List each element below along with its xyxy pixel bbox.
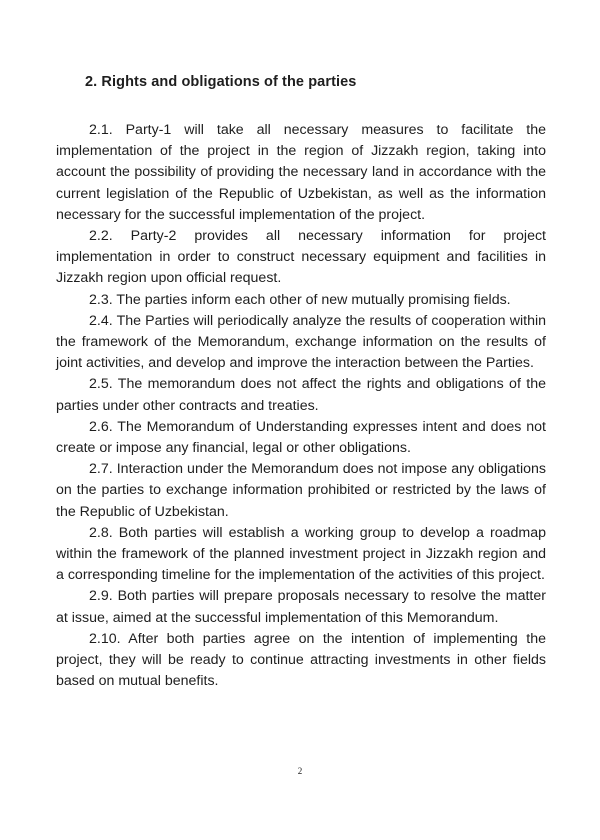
clause-2-3: 2.3. The parties inform each other of new mutually promising fields. xyxy=(89,291,511,308)
clause-2-2: 2.2. Party-2 provides all necessary information for project implementation in order to construct necessary equipment and facilities in Jizzakh region upon official request. xyxy=(56,228,546,287)
clause-2-9: 2.9. Both parties will prepare proposals necessary to resolve the matter at issue, aimed at the successful implementation of this Memorandum. xyxy=(56,588,546,626)
page-number: 2 xyxy=(297,766,303,776)
section-body xyxy=(56,120,546,692)
section-heading: 2. Rights and obligations of the parties xyxy=(85,74,357,90)
clause-2-7: 2.7. Interaction under the Memorandum does not impose any obligations on the parties to exchange information prohibited or restricted by the laws of the Republic of Uzbekistan. xyxy=(56,461,546,520)
clause-2-5: 2.5. The memorandum does not affect the rights and obligations of the parties under other contracts and treaties. xyxy=(56,376,546,414)
clause-2-8: 2.8. Both parties will establish a working group to develop a roadmap within the framework of the planned investment project in Jizzakh region and a corresponding timeline for the implementation of the activities of this project. xyxy=(56,524,546,584)
clause-2-10: 2.10. After both parties agree on the intention of implementing the project, they will be ready to continue attracting investments in other fields based on mutual benefits. xyxy=(56,630,546,690)
clause-2-1: 2.1. Party-1 will take all necessary measures to facilitate the implementation of the project in the region of Jizzakh region, taking into account the possibility of providing the necessary land in accordance with the current legislation of the Republic of Uzbekistan, as well as the information necessary for the successful implementation of the project. xyxy=(56,122,546,223)
clause-2-4: 2.4. The Parties will periodically analyze the results of cooperation within the framework of the Memorandum, exchange information on the results of joint activities, and develop and improve the interaction between the Parties. xyxy=(56,312,546,372)
clause-2-6: 2.6. The Memorandum of Understanding expresses intent and does not create or impose any financial, legal or other obligations. xyxy=(56,418,546,457)
